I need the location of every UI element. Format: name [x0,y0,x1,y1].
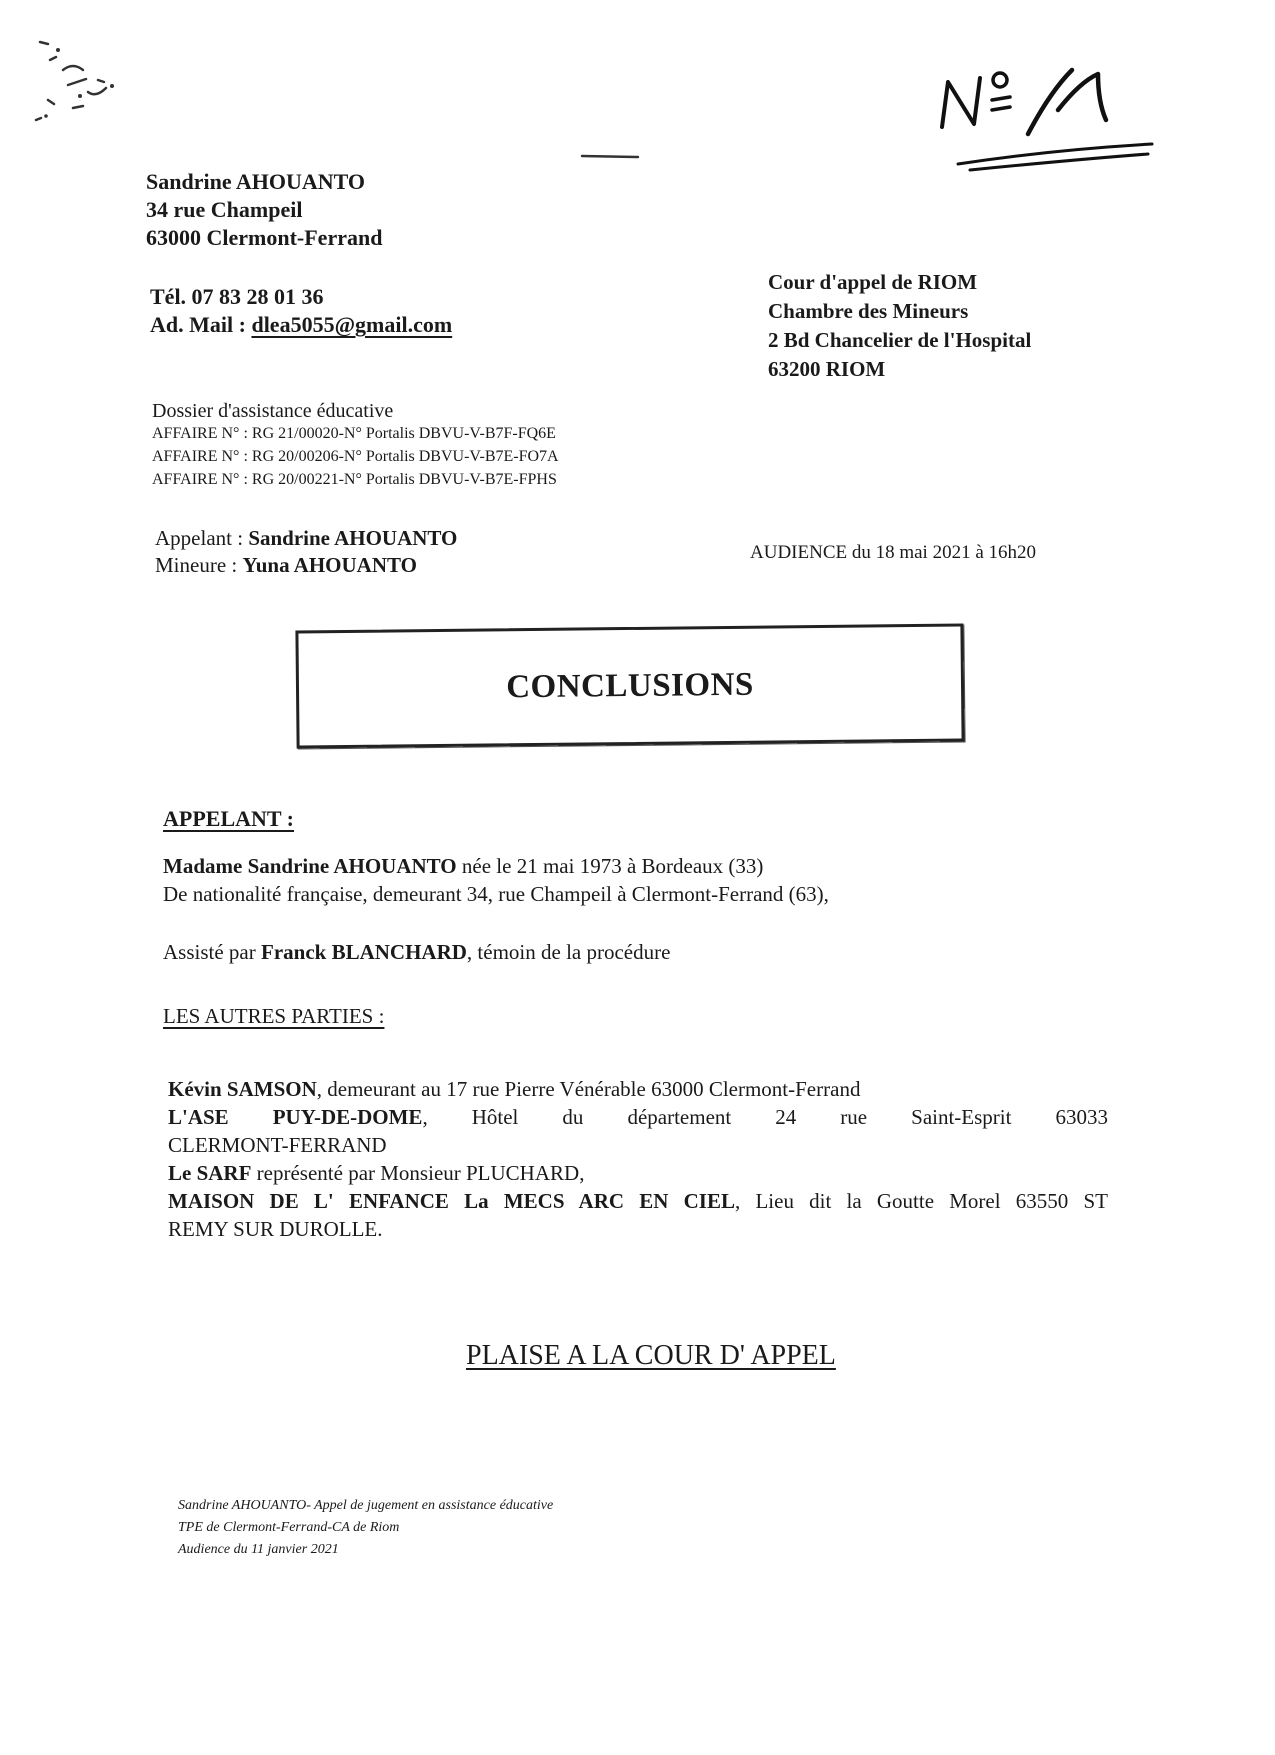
party-ase-city: CLERMONT-FERRAND [168,1133,387,1157]
parties-summary [155,525,457,579]
court-line-1: Cour d'appel de RIOM [768,270,978,294]
sender-street: 34 rue Champeil [146,197,303,222]
party-name: Le SARF [168,1161,252,1185]
appelant-birth: née le 21 mai 1973 à Bordeaux (33) [456,854,764,878]
party-samson [168,1075,1108,1103]
appelant-nationality: De nationalité française, demeurant 34, rue Champeil à Clermont-Ferrand (63), [163,882,829,906]
assistance-prefix: Assisté par [163,940,261,964]
party-address: , Lieu dit la Goutte Morel 63550 ST [735,1189,1108,1213]
conclusions-title: CONCLUSIONS [506,666,754,705]
sender-contact [150,283,452,339]
appelant-full-name: Madame Sandrine AHOUANTO [163,854,457,878]
party-sarf [168,1159,1108,1187]
affaire-line: AFFAIRE N° : RG 21/00020-N° Portalis DBVU-V-B7F-FQ6E [152,425,556,442]
scan-marks [28,30,138,130]
party-address: représenté par Monsieur PLUCHARD, [251,1161,585,1185]
conclusions-title-box [295,624,964,749]
court-address [768,268,1031,384]
party-mecs-city: REMY SUR DUROLLE. [168,1217,383,1241]
affaire-line: AFFAIRE N° : RG 20/00221-N° Portalis DBVU-V-B7E-FPHS [152,471,557,488]
appelant-details [163,852,829,908]
party-name: MAISON DE L' ENFANCE La MECS ARC EN CIEL [168,1189,735,1213]
audience-date: AUDIENCE du 18 mai 2021 à 16h20 [750,542,1037,563]
party-address: , Hôtel du département 24 rue Saint-Esprit 63033 [422,1105,1108,1129]
appelant-line [155,525,457,552]
footer-line-2: TPE de Clermont-Ferrand-CA de Riom [178,1520,400,1535]
sender-mail-line [150,311,452,339]
party-mecs [168,1187,1108,1215]
assistant-name: Franck BLANCHARD [261,940,467,964]
party-ase [168,1103,1108,1131]
mineure-line [155,552,457,579]
plaise-heading: PLAISE A LA COUR D' APPEL [466,1340,836,1371]
court-line-4: 63200 RIOM [768,357,886,381]
other-parties-list [168,1075,1108,1243]
sender-phone: Tél. 07 83 28 01 36 [150,284,324,309]
assistance-suffix: , témoin de la procédure [466,940,671,964]
dossier-title: Dossier d'assistance éducative [152,400,394,422]
sender-name: Sandrine AHOUANTO [146,169,366,194]
footer-line-3: Audience du 11 janvier 2021 [178,1542,339,1557]
court-line-3: 2 Bd Chancelier de l'Hospital [768,328,1032,352]
footer-line-1: Sandrine AHOUANTO- Appel de jugement en assistance éducative [178,1498,554,1513]
handwritten-number [930,52,1160,172]
assistance-line [163,940,670,965]
court-line-2: Chambre des Mineurs [768,299,969,323]
sender-address [146,168,382,252]
document-footer [178,1495,553,1561]
appelant-name: Sandrine AHOUANTO [248,526,458,550]
dossier-block [152,400,559,491]
mineure-label: Mineure : [155,553,243,577]
party-name: L'ASE PUY-DE-DOME [168,1105,423,1129]
sender-mail-link[interactable]: dlea5055@gmail.com [251,312,453,337]
party-name: Kévin SAMSON [168,1077,317,1101]
scan-dash [580,150,640,162]
mineure-name: Yuna AHOUANTO [242,553,417,577]
affaire-line: AFFAIRE N° : RG 20/00206-N° Portalis DBVU-V-B7E-FO7A [152,448,559,465]
party-address: , demeurant au 17 rue Pierre Vénérable 63000 Clermont-Ferrand [316,1077,861,1101]
appelant-identity [163,852,829,880]
sender-city: 63000 Clermont-Ferrand [146,225,383,250]
appelant-heading: APPELANT : [163,806,294,831]
appelant-label: Appelant : [155,526,249,550]
sender-mail-label: Ad. Mail : [150,312,252,337]
others-heading: LES AUTRES PARTIES : [163,1004,385,1028]
